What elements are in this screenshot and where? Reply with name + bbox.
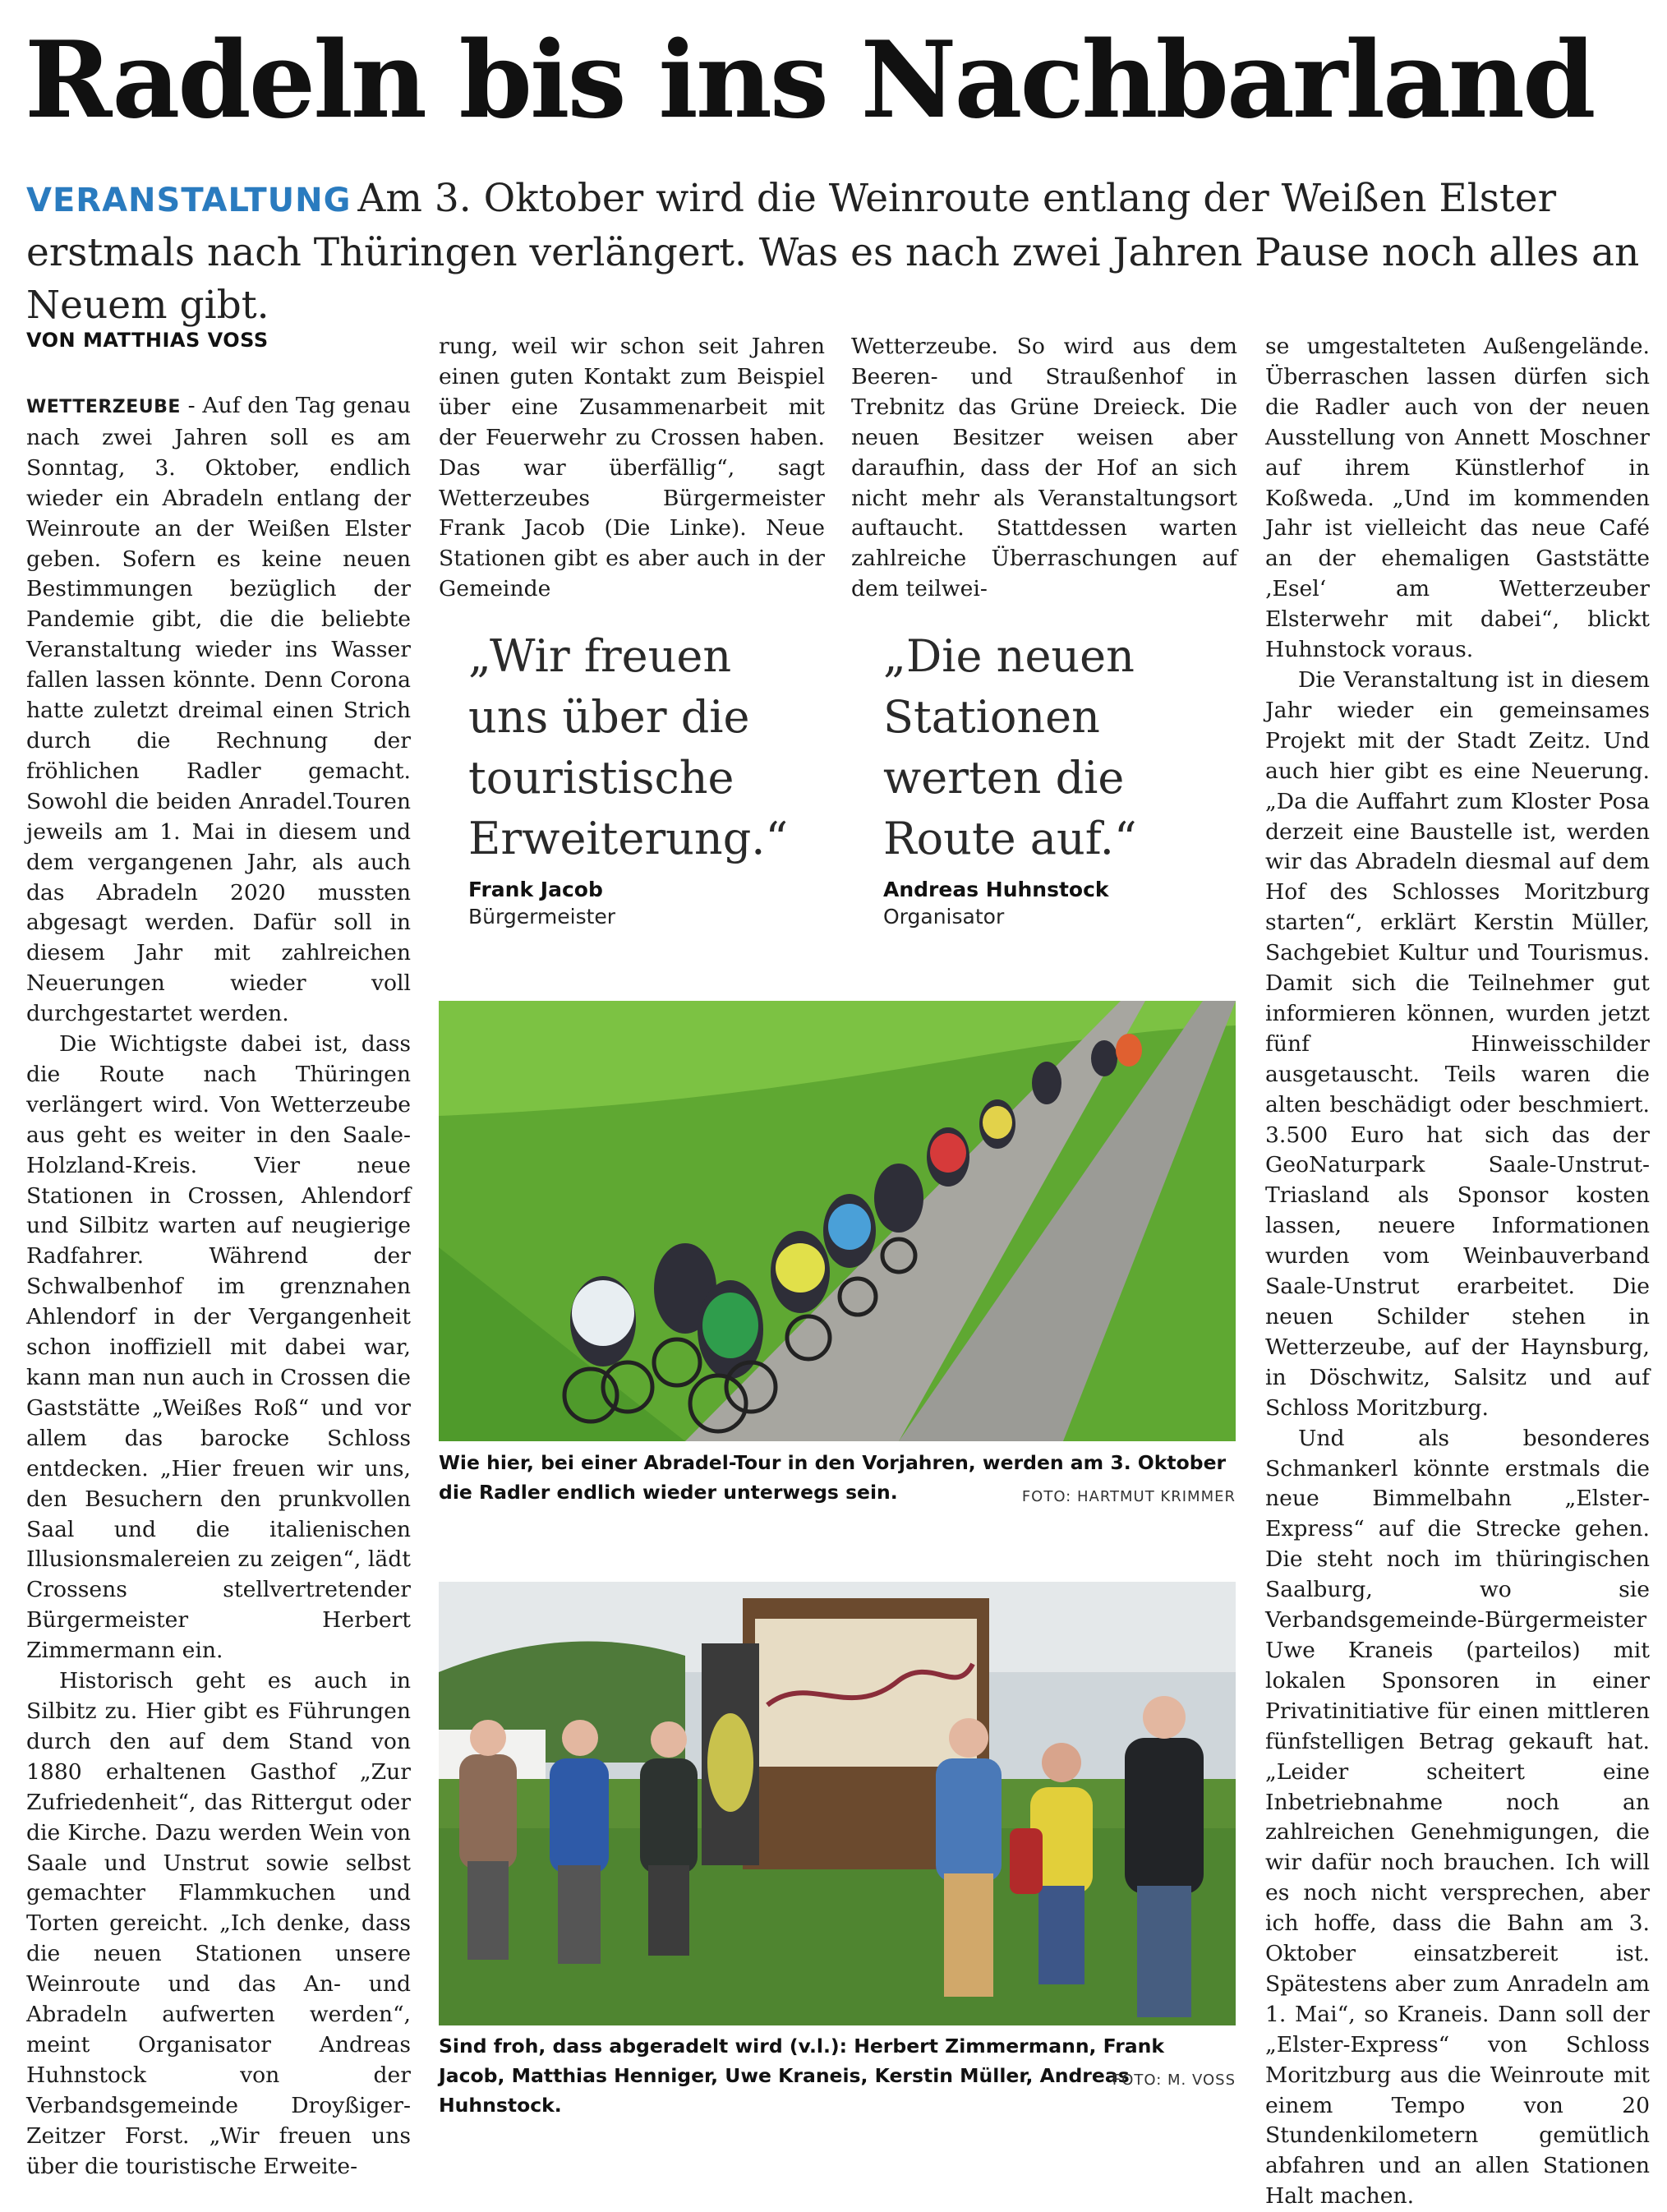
paragraph: WETTERZEUBE - Auf den Tag genau nach zwei Jahren soll es am Sonntag, 3. Oktober, endlich wieder ein Abradeln entlang der Weinroute an der Weißen Elster geben. Sofern es keine neuen Bestimmungen bezüglich der Pandemie gibt, die die beliebte Veranstaltung wieder ins Wasser fallen lassen könnte. Denn Corona hatte zuletzt dreimal einen Strich durch die Rechnung der fröhlichen Radler gemacht. Sowohl die beiden Anradel.Touren jeweils am 1. Mai in diesem und dem vergangenen Jahr, als auch das Abradeln 2020 mussten abgesagt werden. Dafür soll in diesem Jahr mit zahlreichen Neuerungen wieder voll durchgestartet werden. — [26, 393, 411, 1027]
kicker: VERANSTALTUNG — [26, 182, 352, 219]
photo-credit: FOTO: M. VOSS — [1112, 2071, 1236, 2089]
quote-role: Organisator — [883, 905, 1005, 929]
photo-group — [439, 1582, 1236, 2025]
pull-quote-2 — [883, 626, 1228, 929]
quote-role: Bürgermeister — [468, 905, 616, 929]
teaser-text: Am 3. Oktober wird die Weinroute entlang der Weißen Elster erstmals nach Thüringen verlängert. Was es nach zwei Jahren Pause noch alles an Neuem gibt. — [26, 176, 1640, 328]
quote-author: Frank Jacob — [468, 878, 603, 901]
paragraph: se umgestalteten Außengelände. Überraschen lassen dürfen sich die Radler auch von der neuen Ausstellung von Annett Moschner auf ihrem Künstlerhof in Koßweda. „Und im kommenden Jahr ist vielleicht das neue Café an der ehemaligen Gaststätte ‚Esel‘ am Wetterzeuber Elsterwehr mit dabei“, blickt Huhnstock voraus. — [1265, 334, 1650, 663]
teaser — [26, 173, 1649, 332]
photo-caption-1 — [439, 1448, 1236, 1514]
caption-text: Sind froh, dass abgeradelt wird (v.l.): Herbert Zimmermann, Frank Jacob, Matthias Henniger, Uwe Kraneis, Kerstin Müller, Andreas Huhnstock. — [439, 2035, 1165, 2117]
article-column-4 — [1265, 332, 1650, 2212]
byline: VON MATTHIAS VOSS — [26, 329, 269, 352]
article-column-2 — [439, 332, 825, 605]
photo-credit: FOTO: HARTMUT KRIMMER — [1021, 1488, 1236, 1505]
paragraph: rung, weil wir schon seit Jahren einen guten Kontakt zum Beispiel über eine Zusammenarbeit mit der Feuerwehr zu Crossen haben. Das war überfällig“, sagt Wetterzeubes Bürgermeister Frank Jacob (Die Linke). Neue Stationen gibt es aber auch in der Gemeinde — [439, 334, 825, 602]
quote-text: „Wir freuen uns über die touristische Erweiterung.“ — [468, 630, 789, 864]
pull-quote-1 — [468, 626, 813, 929]
quote-author: Andreas Huhnstock — [883, 878, 1109, 901]
article-column-1 — [26, 391, 411, 2182]
dateline: WETTERZEUBE — [26, 397, 181, 417]
paragraph: Die Veranstaltung ist in diesem Jahr wieder ein gemeinsames Projekt mit der Stadt Zeitz. Und auch hier gibt es eine Neuerung. „Da die Auffahrt zum Kloster Posa derzeit eine Baustelle ist, werden wir das Abradeln diesmal auf dem Hof des Schlosses Moritzburg starten“, erklärt Kerstin Müller, Sachgebiet Kultur und Tourismus. Damit sich die Teilnehmer gut informieren können, wurden jetzt fünf Hinweisschilder ausgetauscht. Teils waren die alten beschädigt oder beschmiert. 3.500 Euro hat sich das der GeoNaturpark Saale-Unstrut-Triasland als Sponsor kosten lassen, neuere Informationen wurden vom Weinbauverband Saale-Unstrut erarbeitet. Die neuen Schilder stehen in Wetterzeube, auf der Haynsburg, in Döschwitz, Salsitz und auf Schloss Moritzburg. — [1265, 666, 1650, 1421]
article-column-3 — [851, 332, 1237, 605]
headline: Radeln bis ins Nachbarland — [25, 19, 1594, 142]
paragraph: Die Wichtigste dabei ist, dass die Route nach Thüringen verlängert wird. Von Wetterzeube aus geht es weiter in den Saale-Holzland-Kreis. Vier neue Stationen in Crossen, Ahlendorf und Silbitz warten auf neugierige Radfahrer. Während der Schwalbenhof im grenznahen Ahlendorf in der Vergangenheit schon inoffiziell mit dabei war, kann man nun auch in Crossen die Gaststätte „Weißes Roß“ und vor allem das barocke Schloss entdecken. „Hier freuen wir uns, den Besuchern den prunkvollen Saal und die italienischen Illusionsmalereien zu zeigen“, lädt Crossens stellvertretender Bürgermeister Herbert Zimmermann ein. — [26, 1031, 411, 1664]
paragraph: Wetterzeube. So wird aus dem Beeren- und Straußenhof in Trebnitz das Grüne Dreieck. Die neuen Besitzer weisen aber daraufhin, dass der Hof an sich nicht mehr als Veranstaltungsort auftaucht. Stattdessen warten zahlreiche Überraschungen auf dem teilwei- — [851, 334, 1237, 602]
paragraph: Historisch geht es auch in Silbitz zu. Hier gibt es Führungen durch den auf dem Stand von 1880 erhaltenen Gasthof „Zur Zufriedenheit“, das Rittergut oder die Kirche. Dazu werden Wein von Saale und Unstrut sowie selbst gemachter Flammkuchen und Torten gereicht. „Ich denke, dass die neuen Stationen unsere Weinroute und das An- und Abradeln aufwerten werden“, meint Organisator Andreas Huhnstock von der Verbandsgemeinde Droyßiger-Zeitzer Forst. „Wir freuen uns über die touristische Erweite- — [26, 1668, 411, 2179]
paragraph: Und als besonderes Schmankerl könnte erstmals die neue Bimmelbahn „Elster-Express“ auf die Strecke gehen. Die steht noch im thüringischen Saalburg, wo sie Verbandsgemeinde-Bürgermeister Uwe Kraneis (parteilos) mit lokalen Sponsoren in einer Privatinitiative für einen mittleren fünfstelligen Betrag gekauft hat. „Leider scheitert eine Inbetriebnahme noch an zahlreichen Genehmigungen, die wir dafür noch brauchen. Ich will es noch nicht versprechen, aber ich hoffe, dass die Bahn am 3. Oktober einsatzbereit ist. Spätestens aber zum Anradeln am 1. Mai“, so Kraneis. Dann soll der „Elster-Express“ von Schloss Moritzburg aus die Weinroute mit einem Tempo von 20 Stundenkilometern gemütlich abfahren und an allen Stationen Halt machen. — [1265, 1425, 1650, 2210]
photo-cyclists — [439, 1001, 1236, 1441]
caption-text: Wie hier, bei einer Abradel-Tour in den Vorjahren, werden am 3. Oktober die Radler endlich wieder unterwegs sein. — [439, 1451, 1227, 1504]
quote-text: „Die neuen Stationen werten die Route auf.“ — [883, 630, 1137, 864]
photo-caption-2 — [439, 2031, 1236, 2117]
